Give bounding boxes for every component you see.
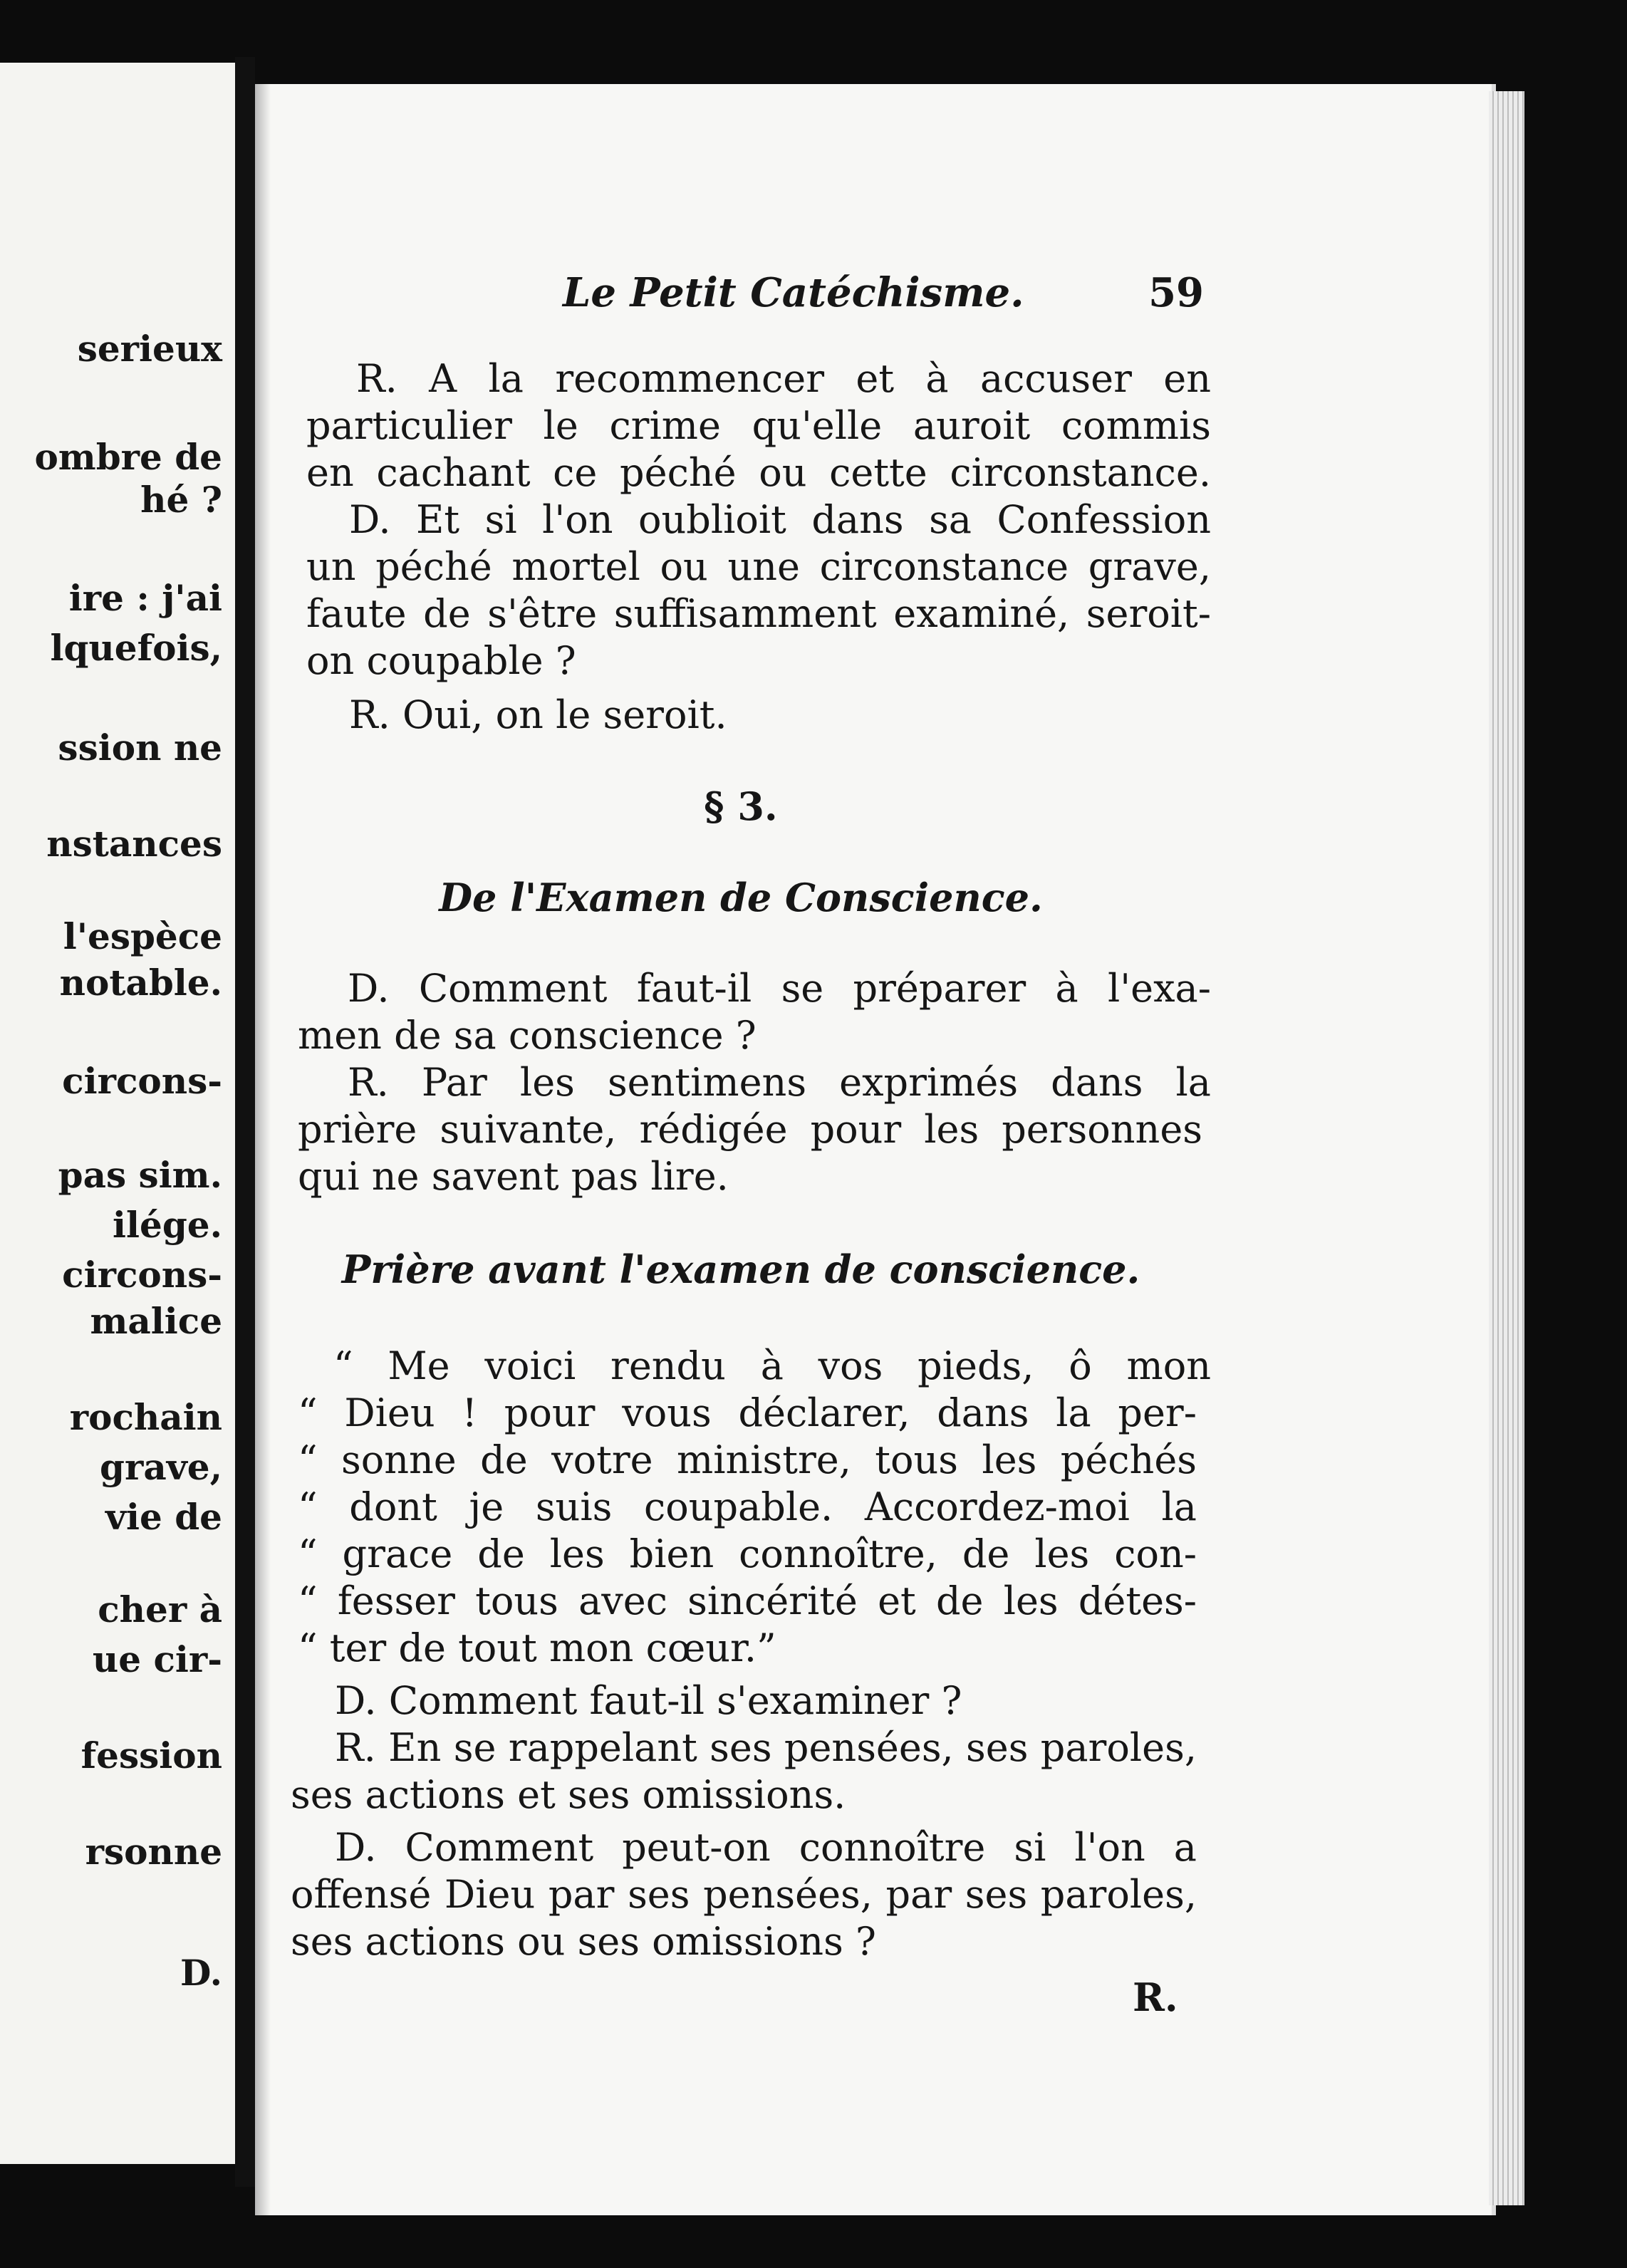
left-page-line: pas sim. — [58, 1154, 222, 1196]
prayer-line: “ sonne de votre ministre, tous les péchés — [298, 1437, 1197, 1482]
left-page-line: ire : j'ai — [68, 577, 222, 619]
catchword: R. — [1133, 1975, 1178, 2020]
left-page-line: l'espèce — [63, 915, 222, 957]
page-header — [563, 268, 1204, 318]
left-page-line: ssion ne — [58, 727, 222, 769]
text-line: un péché mortel ou une circonstance grave, — [306, 544, 1211, 589]
left-page-line: grave, — [100, 1446, 222, 1488]
left-page-line: ue cir- — [92, 1638, 222, 1680]
prayer-line: “ grace de les bien connoître, de les con- — [298, 1531, 1197, 1576]
left-page-line: malice — [90, 1300, 222, 1342]
prayer-line: “ ter de tout mon cœur.” — [298, 1625, 776, 1670]
left-page-line: ilége. — [113, 1204, 222, 1246]
prayer-line: “ Dieu ! pour vous déclarer, dans la per- — [298, 1390, 1197, 1435]
text-line: D. Et si l'on oublioit dans sa Confession — [349, 497, 1211, 542]
left-page-line: nstances — [46, 823, 222, 865]
text-line: ses actions ou ses omissions ? — [291, 1919, 876, 1964]
text-line: R. Oui, on le seroit. — [349, 692, 727, 737]
left-page-line: ombre de — [34, 436, 222, 478]
prayer-title: Prière avant l'examen de conscience. — [341, 1247, 1140, 1292]
left-page-line: vie de — [105, 1496, 222, 1538]
book-gutter — [235, 57, 255, 2187]
prayer-line: “ Me voici rendu à vos pieds, ô mon — [333, 1343, 1211, 1388]
section-number: § 3. — [704, 784, 778, 829]
left-page-line: hé ? — [140, 479, 222, 521]
page-number: 59 — [1148, 269, 1204, 316]
left-page-line: circons- — [62, 1254, 222, 1296]
text-line: ses actions et ses omissions. — [291, 1772, 846, 1817]
section-title: De l'Examen de Conscience. — [439, 875, 1043, 920]
previous-page — [0, 63, 235, 2164]
left-page-line: rsonne — [85, 1831, 222, 1873]
running-title: Le Petit Catéchisme. — [563, 269, 1024, 316]
text-line: D. Comment faut-il se préparer à l'exa- — [348, 966, 1211, 1011]
text-line: prière suivante, rédigée pour les personnes — [298, 1107, 1202, 1152]
text-line: en cachant ce péché ou cette circonstance. — [306, 450, 1211, 495]
text-line: men de sa conscience ? — [298, 1013, 757, 1058]
left-page-line: D. — [180, 1952, 222, 1994]
left-page-line: fession — [80, 1734, 222, 1777]
text-line: R. A la recommencer et à accuser en — [356, 356, 1211, 401]
text-line: D. Comment faut-il s'examiner ? — [335, 1678, 962, 1723]
prayer-line: “ dont je suis coupable. Accordez-moi la — [298, 1484, 1197, 1529]
left-page-line: lquefois, — [50, 627, 222, 669]
page-fold-shadow — [255, 84, 271, 2215]
left-page-line: notable. — [59, 962, 222, 1004]
page-edges — [1489, 91, 1524, 2205]
prayer-line: “ fesser tous avec sincérité et de les détes- — [298, 1578, 1197, 1623]
text-line: qui ne savent pas lire. — [298, 1154, 729, 1199]
text-line: faute de s'être suffisamment examiné, seroit- — [306, 591, 1211, 636]
left-page-line: cher à — [98, 1588, 222, 1630]
text-line: offensé Dieu par ses pensées, par ses paroles, — [291, 1872, 1197, 1917]
left-page-line: rochain — [69, 1396, 222, 1438]
left-page-line: circons- — [62, 1060, 222, 1102]
text-line: particulier le crime qu'elle auroit commis — [306, 403, 1211, 448]
text-line: R. En se rappelant ses pensées, ses paroles, — [335, 1725, 1197, 1770]
text-line: D. Comment peut-on connoître si l'on a — [335, 1825, 1197, 1870]
text-line: on coupable ? — [306, 638, 576, 683]
text-line: R. Par les sentimens exprimés dans la — [348, 1060, 1211, 1105]
left-page-line: serieux — [77, 328, 222, 370]
